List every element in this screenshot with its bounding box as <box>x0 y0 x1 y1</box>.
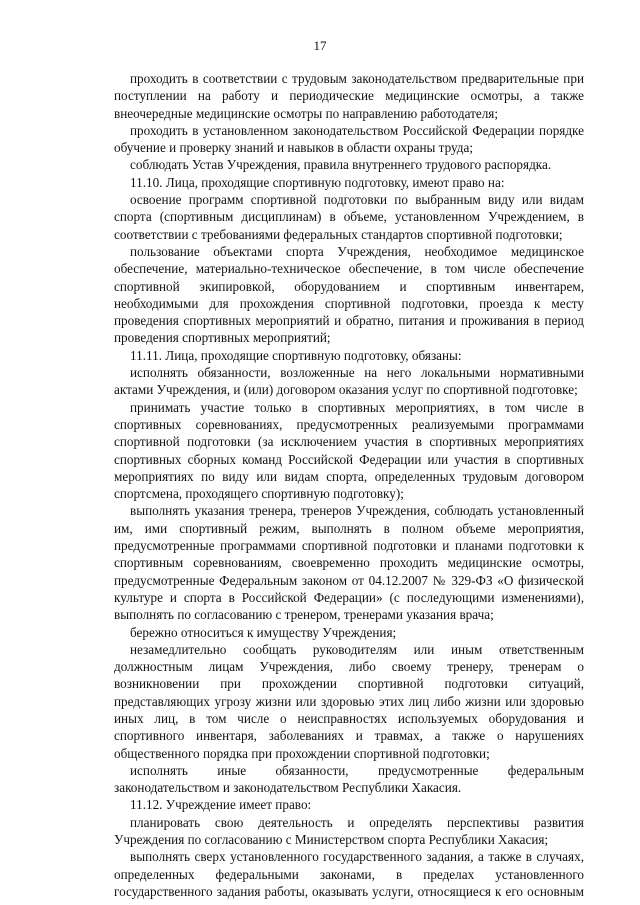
paragraph: выполнять указания тренера, тренеров Учреждения, соблюдать установленный им, ими спортивный режим, выполнять в полном объеме мероприятия, предусмотренные программами спортивной подготовки и планами подготовки к спортивным соревнованиям, своевременно проходить медицинские осмотры, предусмотренные Федеральным законом от 04.12.2007 № 329-ФЗ «О физической культуре и спорта в Российской Федерации» (с последующими изменениями), выполнять по согласованию с тренером, тренерами указания врача; <box>114 503 584 623</box>
document-body <box>114 70 584 900</box>
paragraph: принимать участие только в спортивных мероприятиях, в том числе в спортивных соревнованиях, предусмотренных реализуемыми программами спортивной подготовки (за исключением участия в спортивных мероприятиях спортивных сборных команд Российской Федерации или участия в спортивных мероприятиях по виду или видам спорта, определенных трудовым договором спортсмена, проходящего спортивную подготовку); <box>114 399 584 502</box>
paragraph: пользование объектами спорта Учреждения, необходимое медицинское обеспечение, материально-техническое обеспечение, в том числе обеспечение спортивной экипировкой, оборудованием и спортивным инвентарем, необходимыми для прохождения спортивной подготовки, проезда к месту проведения спортивных мероприятий и обратно, питания и проживания в период проведения спортивных мероприятий; <box>114 243 584 346</box>
paragraph: проходить в соответствии с трудовым законодательством предварительные при поступлении на работу и периодические медицинские осмотры, а также внеочередные медицинские осмотры по направлению работодателя; <box>114 71 584 121</box>
section-heading-11-12: 11.12. Учреждение имеет право: <box>130 797 312 813</box>
paragraph: выполнять сверх установленного государственного задания, а также в случаях, определенных федеральными законами, в пределах установленного государственного задания работы, оказывать услуги, относящиеся к его основным <box>114 849 584 899</box>
section-heading-11-10: 11.10. Лица, проходящие спортивную подготовку, имеют право на: <box>130 174 505 190</box>
paragraph: незамедлительно сообщать руководителям или иным ответственным должностным лицам Учреждения, либо своему тренеру, тренерам о возникновении при прохождении спортивной подготовки ситуаций, представляющих угрозу жизни или здоровью этих лиц либо жизни или здоровью иных лиц, в том числе о неисправностях используемых оборудования и спортивного инвентаря, заболеваниях и травмах, а также о нарушениях общественного порядка при прохождении спортивной подготовки; <box>114 641 584 761</box>
page-number: 17 <box>313 38 327 53</box>
paragraph: освоение программ спортивной подготовки по выбранным виду или видам спорта (спортивным дисциплинам) в объеме, установленном Учреждением, в соответствии с требованиями федеральных стандартов спортивной подготовки; <box>114 192 584 242</box>
paragraph: планировать свою деятельность и определять перспективы развития Учреждения по согласованию с Министерством спорта Республики Хакасия; <box>114 814 584 848</box>
paragraph: исполнять обязанности, возложенные на него локальными нормативными актами Учреждения, и (или) договором оказания услуг по спортивной подготовке; <box>114 365 584 398</box>
paragraph: бережно относиться к имуществу Учреждения; <box>130 624 397 640</box>
section-heading-11-11: 11.11. Лица, проходящие спортивную подготовку, обязаны: <box>130 347 462 363</box>
paragraph: соблюдать Устав Учреждения, правила внутреннего трудового распорядка. <box>130 157 552 173</box>
paragraph: проходить в установленном законодательством Российской Федерации порядке обучение и проверку знаний и навыков в области охраны труда; <box>114 122 584 156</box>
paragraph: исполнять иные обязанности, предусмотренные федеральным законодательством и законодательством Республики Хакасия. <box>114 762 584 796</box>
